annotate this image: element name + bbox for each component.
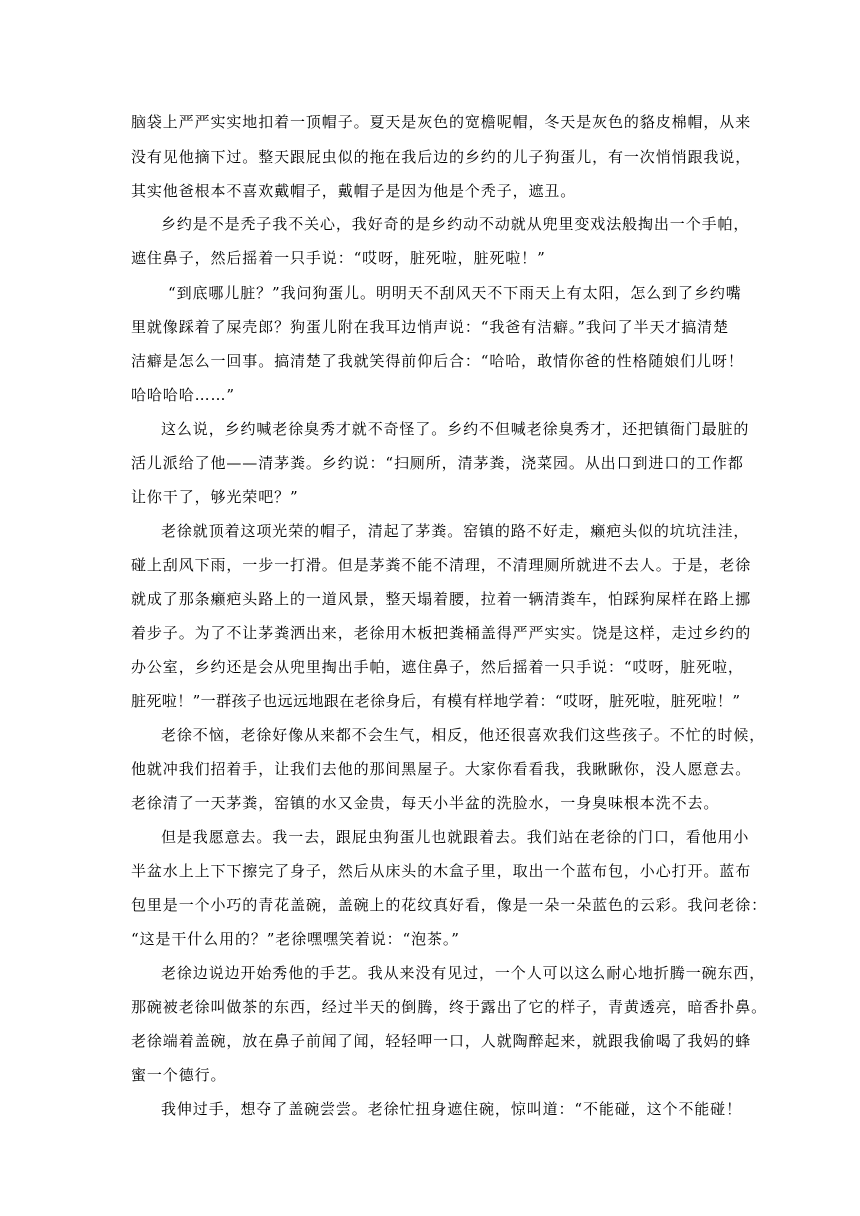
text-line: 蜜一个德行。	[131, 1066, 227, 1084]
text-line: 老徐清了一天茅粪，窑镇的水又金贵，每天小半盆的洗脸水，一身臭味根本洗不去。	[131, 794, 720, 812]
text-line: “到底哪儿脏？”我问狗蛋儿。明明天不刮风天不下雨天上有太阳，怎么到了乡约嘴	[168, 284, 742, 302]
text-line: 包里是一个小巧的青花盖碗，盖碗上的花纹真好看，像是一朵一朵蓝色的云彩。我问老徐：	[131, 896, 768, 914]
text-line: 老徐边说边开始秀他的手艺。我从来没有见过，一个人可以这么耐心地折腾一碗东西，	[161, 964, 766, 982]
text-line: 着步子。为了不让茅粪洒出来，老徐用木板把粪桶盖得严严实实。饶是这样，走过乡约的	[131, 624, 752, 642]
text-line: 里就像踩着了屎壳郎？狗蛋儿附在我耳边悄声说：“我爸有洁癖。”我问了半天才搞清楚	[131, 318, 729, 336]
text-line: 半盆水上上下下擦完了身子，然后从床头的木盒子里，取出一个蓝布包，小心打开。蓝布	[131, 862, 752, 880]
text-line: 老徐就顶着这项光荣的帽子，清起了茅粪。窑镇的路不好走，癞疤头似的坑坑洼洼，	[161, 522, 750, 540]
text-line: 其实他爸根本不喜欢戴帽子，戴帽子是因为他是个秃子，遮丑。	[131, 182, 577, 200]
text-line: 这么说，乡约喊老徐臭秀才就不奇怪了。乡约不但喊老徐臭秀才，还把镇衙门最脏的	[161, 420, 750, 438]
text-line: 但是我愿意去。我一去，跟屁虫狗蛋儿也就跟着去。我们站在老徐的门口，看他用小	[161, 828, 750, 846]
text-line: 活儿派给了他——清茅粪。乡约说：“扫厕所，清茅粪，浇菜园。从出口到进口的工作都	[131, 454, 744, 472]
text-line: 乡约是不是秃子我不关心，我好奇的是乡约动不动就从兜里变戏法般掏出一个手帕，	[161, 215, 750, 233]
text-line: 我伸过手，想夺了盖碗尝尝。老徐忙扭身遮住碗，惊叫道：“不能碰，这个不能碰！	[161, 1100, 742, 1118]
text-line: 哈哈哈哈……”	[131, 386, 235, 404]
text-line: 就成了那条癞疤头路上的一道风景，整天塌着腰，拉着一辆清粪车，怕踩狗屎样在路上挪	[131, 590, 752, 608]
text-line: 让你干了，够光荣吧？”	[131, 488, 299, 506]
text-line: 老徐端着盖碗，放在鼻子前闻了闻，轻轻呷一口，人就陶醉起来，就跟我偷喝了我妈的蜂	[131, 1032, 752, 1050]
text-line: 那碗被老徐叫做茶的东西，经过半天的倒腾，终于露出了它的样子，青黄透亮，暗香扑鼻。	[131, 998, 768, 1016]
text-line: 没有见他摘下过。整天跟屁虫似的拖在我后边的乡约的儿子狗蛋儿，有一次悄悄跟我说，	[131, 148, 752, 166]
text-line: 碰上刮风下雨，一步一打滑。但是茅粪不能不清理，不清理厕所就进不去人。于是，老徐	[131, 556, 752, 574]
text-line: 老徐不恼，老徐好像从来都不会生气，相反，他还很喜欢我们这些孩子。不忙的时候，	[161, 726, 766, 744]
text-line: 洁癖是怎么一回事。搞清楚了我就笑得前仰后合：“哈哈，敢情你爸的性格随娘们儿呀！	[131, 352, 744, 370]
text-line: 他就冲我们招着手，让我们去他的那间黑屋子。大家你看看我，我瞅瞅你，没人愿意去。	[131, 760, 752, 778]
text-line: 脑袋上严严实实地扣着一顶帽子。夏天是灰色的宽檐呢帽，冬天是灰色的貉皮棉帽，从来	[131, 113, 752, 131]
text-line: 遮住鼻子，然后摇着一只手说：“哎呀，脏死啦，脏死啦！”	[131, 249, 546, 267]
text-line: “这是干什么用的？”老徐嘿嘿笑着说：“泡茶。”	[131, 930, 460, 948]
text-line: 办公室，乡约还是会从兜里掏出手帕，遮住鼻子，然后摇着一只手说：“哎呀，脏死啦，	[131, 658, 744, 676]
text-line: 脏死啦！”一群孩子也远远地跟在老徐身后，有模有样地学着：“哎呀，脏死啦，脏死啦！”	[131, 692, 741, 710]
